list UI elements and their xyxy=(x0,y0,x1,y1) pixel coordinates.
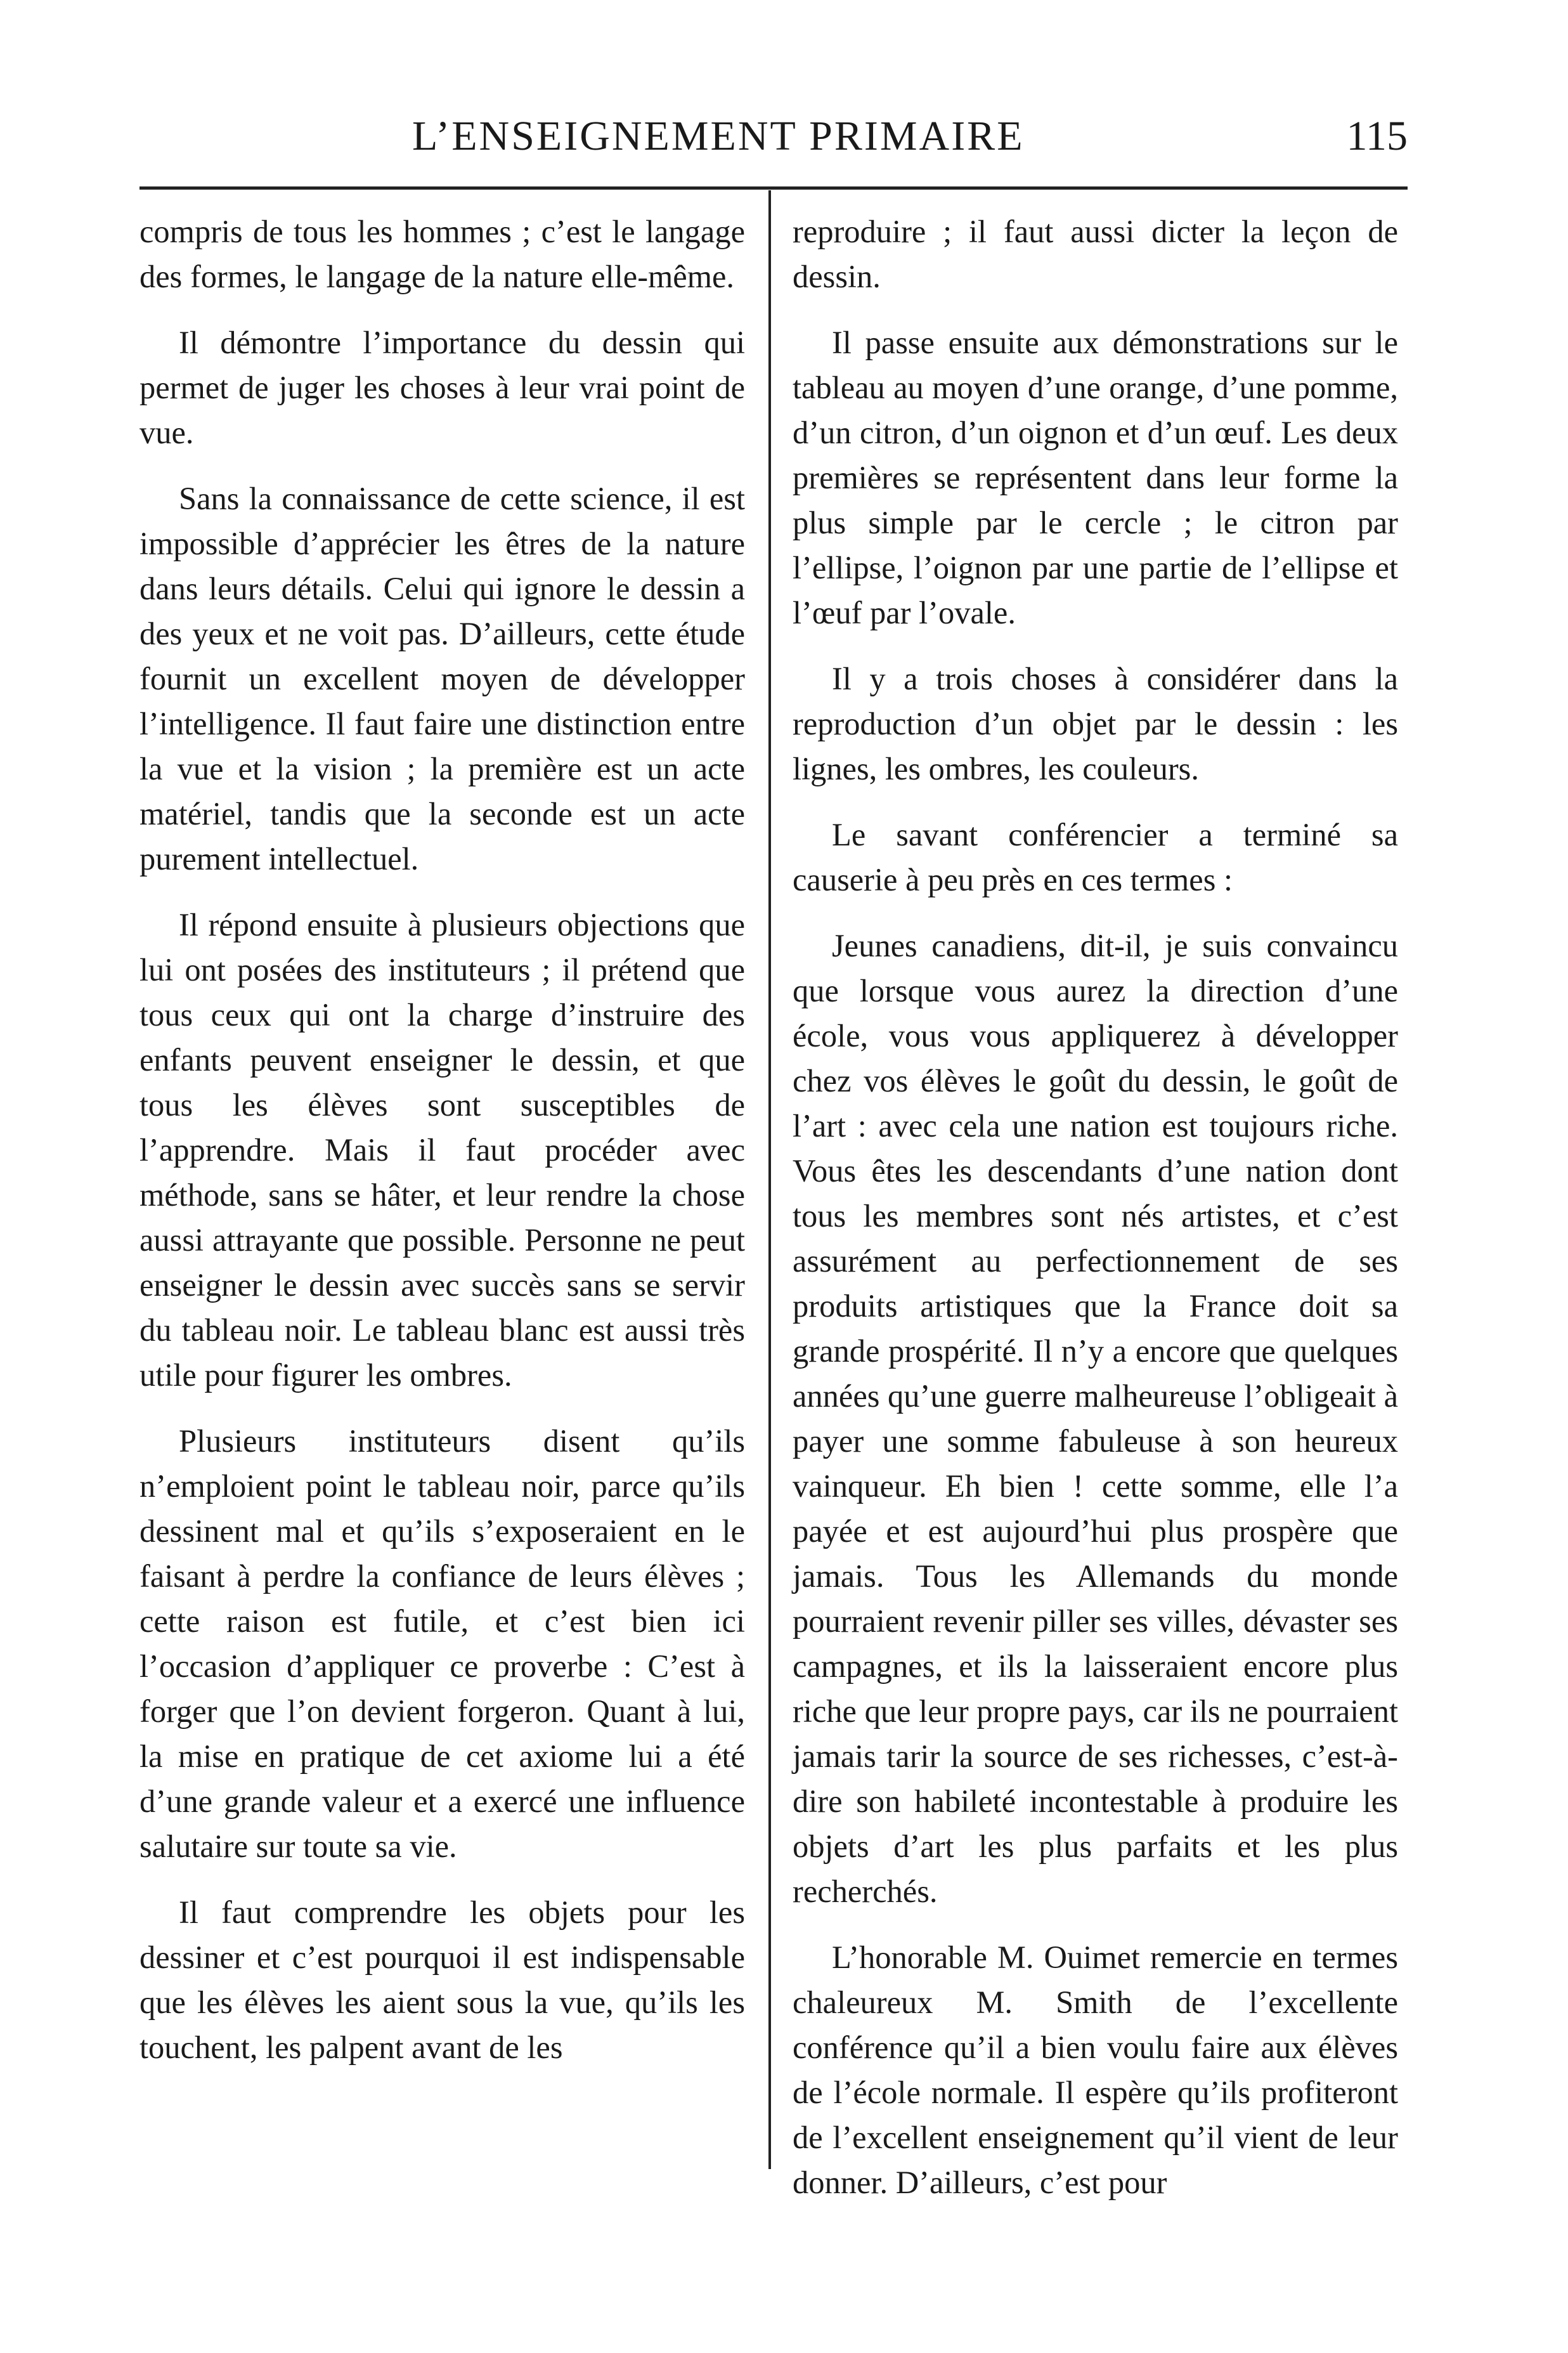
paragraph: Sans la connaissance de cette science, il est impossible d’apprécier les êtres de la nature dans leurs détails. Celui qui ignore le dessin a des yeux et ne voit pas. D’ailleurs, cette étude fournit un excellent moyen de développer l’intelligence. Il faut faire une distinction entre la vue et la vision ; la première est un acte matériel, tandis que la seconde est un acte purement intellectuel. xyxy=(139,481,745,877)
header-rule xyxy=(139,186,1408,190)
paragraph: Il faut comprendre les objets pour les dessiner et c’est pourquoi il est indispensable que les élèves les aient sous la vue, qu’ils les touchent, les palpent avant de les xyxy=(139,1894,745,2065)
paragraph: Plusieurs instituteurs disent qu’ils n’emploient point le tableau noir, parce qu’ils dessinent mal et qu’ils s’exposeraient en le faisant à perdre la confiance de leurs élèves ; cette raison est futile, et c’est bien ici l’occasion d’appliquer ce proverbe : C’est à forger que l’on devient forgeron. Quant à lui, la mise en pratique de cet axiome lui a été d’une grande valeur et a exercé une influence salutaire sur toute sa vie. xyxy=(139,1423,745,1864)
page-header xyxy=(139,108,1408,178)
left-column xyxy=(139,209,745,2091)
paragraph: compris de tous les hommes ; c’est le langage des formes, le langage de la nature elle-même. xyxy=(139,214,745,294)
right-column xyxy=(793,209,1398,2226)
paragraph: reproduire ; il faut aussi dicter la leçon de dessin. xyxy=(793,214,1398,294)
column-divider xyxy=(768,190,771,2169)
paragraph: Jeunes canadiens, dit-il, je suis convaincu que lorsque vous aurez la direction d’une école, vous vous appliquerez à développer chez vos élèves le goût du dessin, le goût de l’art : avec cela une nation est toujours riche. Vous êtes les descendants d’une nation dont tous les membres sont nés artistes, et c’est assurément au perfectionnement de ses produits artistiques que la France doit sa grande prospérité. Il n’y a encore que quelques années qu’une guerre malheureuse l’obligeait à payer une somme fabuleuse à son heureux vainqueur. Eh bien ! cette somme, elle l’a payée et est aujourd’hui plus prospère que jamais. Tous les Allemands du monde pourraient revenir piller ses villes, dévaster ses campagnes, et ils la laisseraient encore plus riche que leur propre pays, car ils ne pourraient jamais tarir la source de ses richesses, c’est-à-dire son habileté incontestable à produire les objets d’art les plus parfaits et les plus recherchés. xyxy=(793,928,1398,1909)
paragraph: Le savant conférencier a terminé sa causerie à peu près en ces termes : xyxy=(793,817,1398,897)
running-title: L’ENSEIGNEMENT PRIMAIRE xyxy=(412,113,1025,159)
paragraph: Il passe ensuite aux démonstrations sur le tableau au moyen d’une orange, d’une pomme, d’un citron, d’un oignon et d’un œuf. Les deux premières se représentent dans leur forme la plus simple par le cercle ; le citron par l’ellipse, l’oignon par une partie de l’ellipse et l’œuf par l’ovale. xyxy=(793,325,1398,630)
paragraph: Il démontre l’importance du dessin qui permet de juger les choses à leur vrai point de vue. xyxy=(139,325,745,450)
paragraph: L’honorable M. Ouimet remercie en termes chaleureux M. Smith de l’excellente conférence qu’il a bien voulu faire aux élèves de l’école normale. Il espère qu’ils profiteront de l’excellent enseignement qu’il vient de leur donner. D’ailleurs, c’est pour xyxy=(793,1939,1398,2200)
page-number: 115 xyxy=(1346,113,1408,159)
paragraph: Il y a trois choses à considérer dans la reproduction d’un objet par le dessin : les lignes, les ombres, les couleurs. xyxy=(793,661,1398,786)
paragraph: Il répond ensuite à plusieurs objections que lui ont posées des instituteurs ; il prétend que tous ceux qui ont la charge d’instruire des enfants peuvent enseigner le dessin, et que tous les élèves sont susceptibles de l’apprendre. Mais il faut procéder avec méthode, sans se hâter, et leur rendre la chose aussi attrayante que possible. Personne ne peut enseigner le dessin avec succès sans se servir du tableau noir. Le tableau blanc est aussi très utile pour figurer les ombres. xyxy=(139,907,745,1393)
